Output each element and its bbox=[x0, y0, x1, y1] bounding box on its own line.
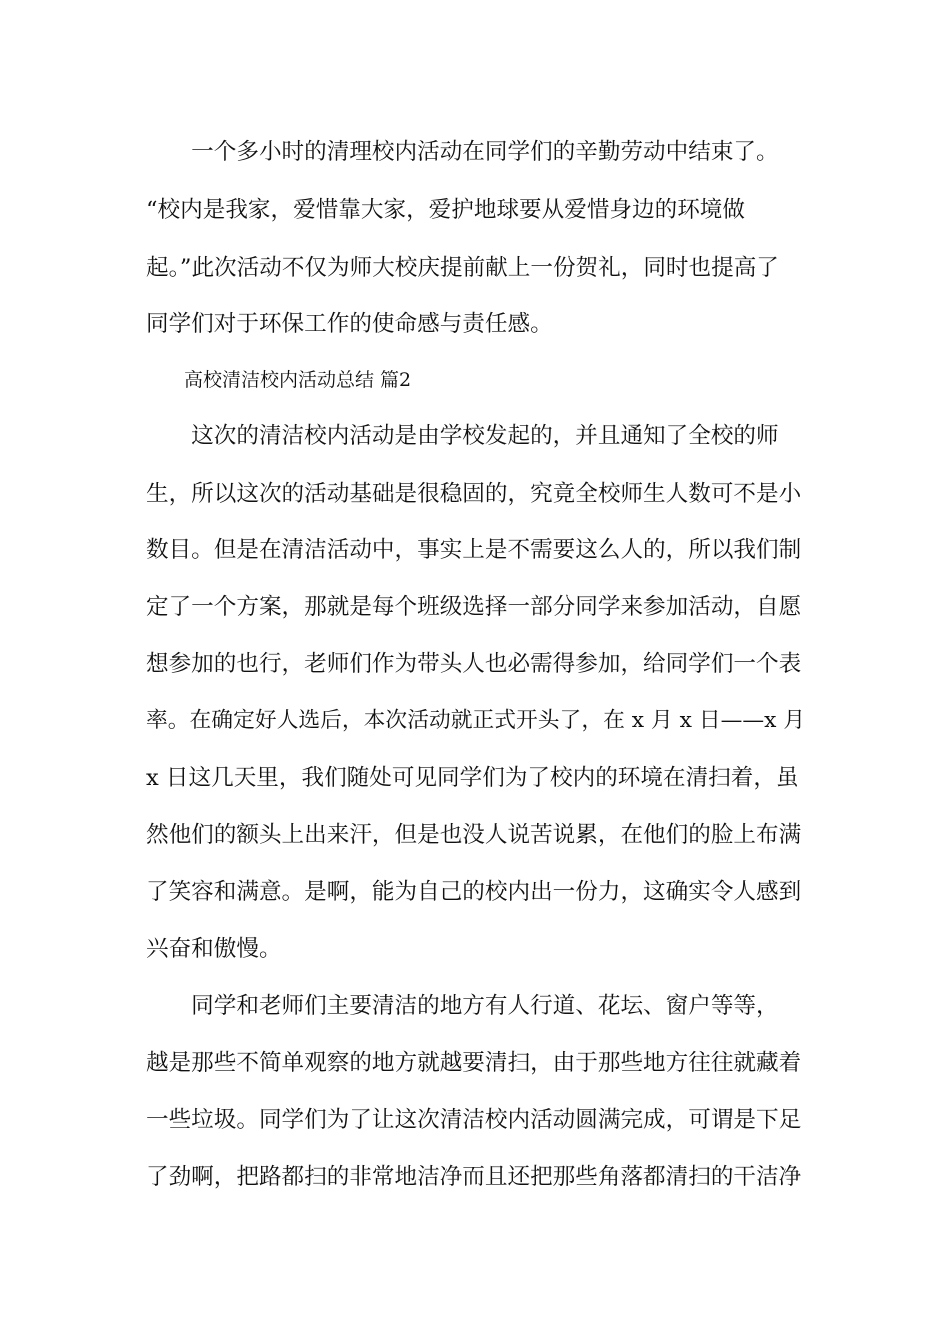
paragraph-3-line-1: 同学和老师们主要清洁的地方有人行道、花坛、窗户等等， bbox=[146, 993, 779, 1019]
paragraph-2-line-8: 然他们的额头上出来汗，但是也没人说苦说累，在他们的脸上布满 bbox=[146, 822, 802, 848]
paragraph-2-line-9: 了笑容和满意。是啊，能为自己的校内出一份力，这确实令人感到 bbox=[146, 879, 802, 905]
paragraph-2-line-6: 率。在确定好人选后，本次活动就正式开头了，在 x 月 x 日——x 月 bbox=[146, 708, 806, 733]
paragraph-1-line-1: 一个多小时的清理校内活动在同学们的辛勤劳动中结束了。 bbox=[146, 139, 779, 165]
paragraph-1-line-4: 同学们对于环保工作的使命感与责任感。 bbox=[146, 311, 553, 337]
section-heading: 高校清洁校内活动总结 篇2 bbox=[146, 369, 412, 391]
paragraph-2-line-2: 生，所以这次的活动基础是很稳固的，究竟全校师生人数可不是小 bbox=[146, 481, 802, 507]
paragraph-1-line-3: 起。”此次活动不仅为师大校庆提前献上一份贺礼，同时也提高了 bbox=[146, 255, 779, 281]
paragraph-1-line-2: “校内是我家，爱惜靠大家，爱护地球要从爱惜身边的环境做 bbox=[146, 197, 745, 223]
paragraph-3-line-3: 一些垃圾。同学们为了让这次清洁校内活动圆满完成，可谓是下足 bbox=[146, 1107, 802, 1133]
paragraph-2-line-7: x 日这几天里，我们随处可见同学们为了校内的环境在清扫着，虽 bbox=[146, 765, 799, 791]
paragraph-3-line-2: 越是那些不简单观察的地方就越要清扫，由于那些地方往往就藏着 bbox=[146, 1050, 802, 1076]
paragraph-2-line-10: 兴奋和傲慢。 bbox=[146, 936, 282, 962]
paragraph-2-line-5: 想参加的也行，老师们作为带头人也必需得参加，给同学们一个表 bbox=[146, 651, 802, 677]
paragraph-3-line-4: 了劲啊，把路都扫的非常地洁净而且还把那些角落都清扫的干洁净 bbox=[146, 1164, 802, 1190]
paragraph-2-line-3: 数目。但是在清洁活动中，事实上是不需要这么人的，所以我们制 bbox=[146, 537, 802, 563]
paragraph-2-line-1: 这次的清洁校内活动是由学校发起的，并且通知了全校的师 bbox=[146, 423, 779, 449]
paragraph-2-line-4: 定了一个方案，那就是每个班级选择一部分同学来参加活动，自愿 bbox=[146, 594, 802, 620]
